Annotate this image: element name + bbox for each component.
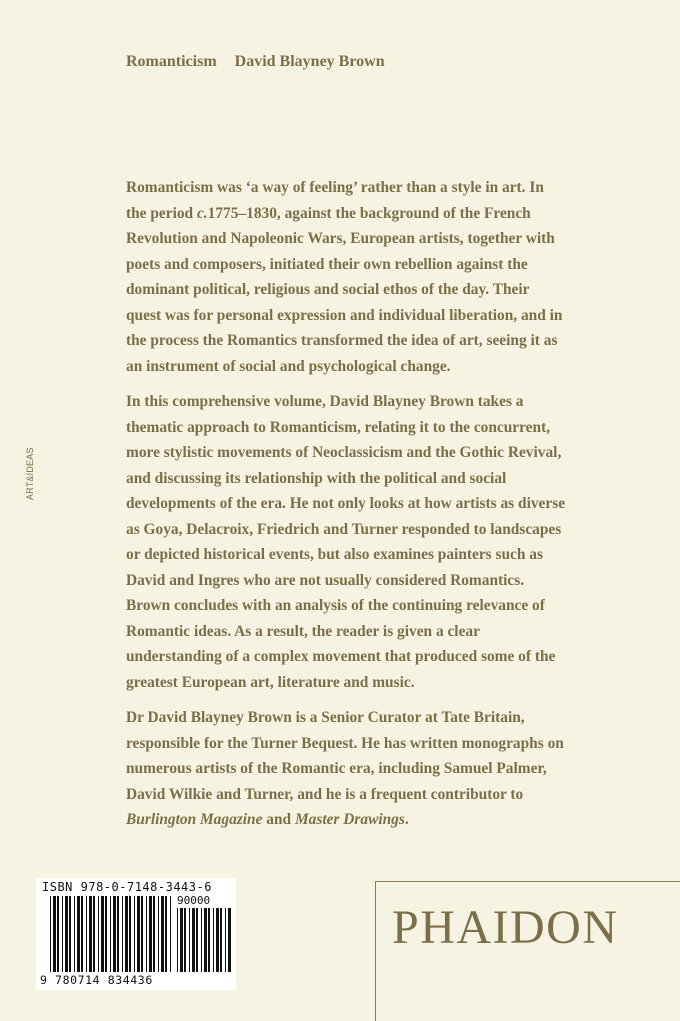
price-code: 90000 bbox=[177, 894, 211, 907]
barcode-bar bbox=[65, 896, 68, 972]
publisher-box bbox=[375, 881, 680, 1021]
barcode-bar bbox=[216, 908, 219, 972]
text-run: 1775–1830, against the background of the French Revolution and Napoleonic Wars, European artists, together with poets and composers, initiated their own rebellion against the dominant political, religious and social ethos of the day. Their quest was for personal expression and individual liberation, and in the process the Romantics transformed the idea of art, seeing it as an instrument of social and psychological change. bbox=[126, 204, 563, 375]
barcode-bar bbox=[146, 896, 147, 972]
paragraph bbox=[126, 175, 566, 379]
barcode-bar bbox=[122, 896, 123, 972]
barcode-bar bbox=[165, 896, 167, 972]
barcode-bar bbox=[204, 908, 207, 972]
italic-text: c. bbox=[196, 204, 208, 222]
barcode-bar bbox=[93, 896, 95, 972]
header bbox=[126, 53, 385, 71]
barcode-bar bbox=[225, 908, 226, 972]
barcode-bar bbox=[141, 896, 143, 972]
publisher-logo: PHAIDON bbox=[392, 901, 619, 954]
isbn-label: ISBN 978-0-7148-3443-6 bbox=[42, 880, 212, 894]
barcode-area bbox=[36, 878, 236, 990]
book-author: David Blayney Brown bbox=[234, 53, 385, 70]
text-run: Romanticism was ‘a way of feeling’ rather than a style in art. In the period bbox=[126, 179, 544, 222]
barcode-bar bbox=[170, 896, 171, 972]
barcode-bar bbox=[74, 896, 75, 972]
barcode-bar bbox=[184, 908, 186, 972]
barcode-digits: 9 780714 834436 bbox=[40, 973, 153, 987]
text-run: Dr David Blayney Brown is a Senior Curator at Tate Britain, responsible for the Turner Bequest. He has written monographs on numerous artists of the Romantic era, including Samuel Palmer, David Wilkie and Turner, and he is a frequent contributor to bbox=[126, 709, 564, 803]
italic-text: Burlington Magazine bbox=[126, 811, 263, 828]
barcode-bar bbox=[161, 896, 164, 972]
barcode-bar bbox=[213, 908, 214, 972]
barcode-bar bbox=[57, 896, 59, 972]
book-title: Romanticism bbox=[126, 53, 217, 70]
barcode-bar bbox=[77, 896, 80, 972]
barcode-bar bbox=[177, 908, 178, 972]
barcode-bar bbox=[125, 896, 128, 972]
barcode-bar bbox=[201, 908, 202, 972]
barcode-bar bbox=[81, 896, 83, 972]
barcode-bar bbox=[196, 908, 198, 972]
barcode-bar bbox=[153, 896, 155, 972]
barcode-bar bbox=[137, 896, 140, 972]
barcode-bar bbox=[62, 896, 63, 972]
barcode-bar bbox=[98, 896, 99, 972]
barcode-bar bbox=[180, 908, 183, 972]
barcode-bar bbox=[129, 896, 131, 972]
paragraph bbox=[126, 389, 566, 695]
text-run: In this comprehensive volume, David Blayney Brown takes a thematic approach to Romanticism, relating it to the concurrent, more stylistic movements of Neoclassicism and the Gothic Revival, and discussing its relationship with the political and social developments of the era. He not only looks at how artists as diverse as Goya, Delacroix, Friedrich and Turner responded to landscapes or depicted historical events, but also examines painters such as David and Ingres who are not usually considered Romantics. Brown concludes with an analysis of the continuing relevance of Romantic ideas. As a result, the reader is given a clear understanding of a complex movement that produced some of the greatest European art, literature and music. bbox=[126, 393, 566, 691]
barcode-bar bbox=[105, 896, 107, 972]
barcode-bar bbox=[158, 896, 159, 972]
barcode-bar bbox=[86, 896, 87, 972]
barcode-bar bbox=[69, 896, 71, 972]
barcode-bar bbox=[89, 896, 92, 972]
barcode-bar bbox=[149, 896, 152, 972]
barcode-bar bbox=[110, 896, 111, 972]
barcode-bar bbox=[50, 896, 51, 972]
italic-text: Master Drawings bbox=[294, 811, 405, 828]
barcode-bar bbox=[101, 896, 104, 972]
barcode-bar bbox=[117, 896, 119, 972]
paragraph bbox=[126, 705, 566, 833]
text-run: . bbox=[404, 811, 409, 828]
blurb-text bbox=[126, 175, 566, 843]
text-run: and bbox=[262, 811, 295, 828]
series-label: ART&IDEAS bbox=[25, 447, 35, 500]
barcode-bar bbox=[113, 896, 116, 972]
barcode-bar bbox=[134, 896, 135, 972]
barcode-bar bbox=[192, 908, 195, 972]
barcode-bar bbox=[228, 908, 231, 972]
barcode-bar bbox=[53, 896, 56, 972]
barcode-bar bbox=[208, 908, 210, 972]
barcode-bar bbox=[220, 908, 222, 972]
barcode-bar bbox=[189, 908, 190, 972]
